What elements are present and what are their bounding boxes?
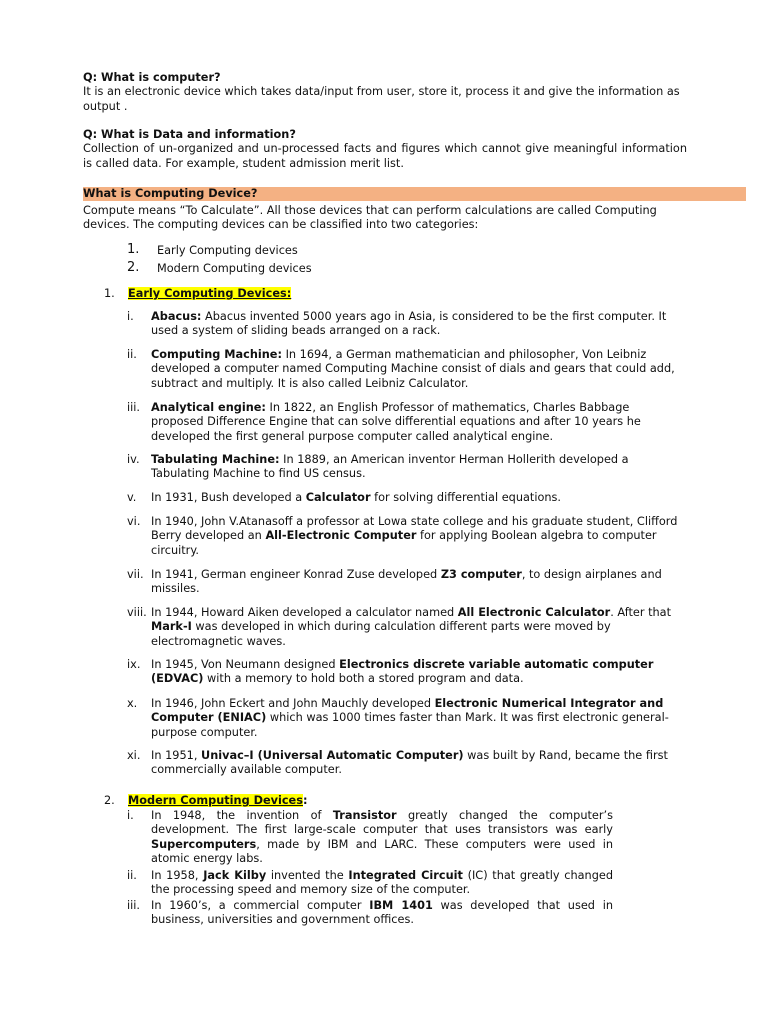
question-block-computer [83, 71, 687, 114]
text-run: for applying Boolean algebra to computer circuitry. [151, 529, 657, 557]
list-item [127, 453, 683, 482]
answer-text: Collection of un-organized and un-processed facts and figures which cannot give meaningful information is called data. For example, student admission merit list. [83, 142, 687, 170]
list-item-number: viii. [127, 606, 147, 619]
text-run: In 1958, [151, 869, 204, 882]
text-run: In 1946, John Eckert and John Mauchly developed [151, 697, 435, 710]
list-item [127, 869, 613, 898]
bold-term: Integrated Circuit [348, 869, 463, 882]
list-item-number: x. [127, 697, 138, 710]
list-item [127, 749, 683, 778]
bold-term: IBM 1401 [369, 899, 433, 912]
text-run: with a memory to hold both a stored program and data. [203, 672, 524, 686]
question-heading: Q: What is computer? [83, 71, 221, 84]
bold-term: Tabulating Machine: [151, 453, 280, 466]
text-run: , to design airplanes and missiles. [151, 568, 662, 596]
text-run: was built by Rand, became the first commercially available computer. [151, 749, 668, 777]
text-run: . After that [610, 606, 672, 619]
list-item-text [151, 697, 683, 740]
bold-term: Jack Kilby [203, 869, 267, 882]
list-item-text [151, 491, 683, 505]
text-run: In 1889, an American inventor Herman Hollerith developed a Tabulating Machine to find US census. [151, 453, 629, 481]
text-run: In 1945, Von Neumann designed [151, 658, 340, 671]
list-item-text [151, 749, 683, 778]
text-run: which was 1000 times faster than Mark. It was first electronic general-purpose computer. [151, 711, 669, 739]
list-item [127, 310, 683, 339]
bold-term: All Electronic Calculator [457, 606, 611, 619]
bold-term: All-Electronic Computer [265, 529, 417, 543]
list-item [127, 348, 683, 391]
category-label: Early Computing devices [157, 244, 298, 257]
list-item [127, 401, 683, 444]
bold-term: Analytical engine: [151, 401, 266, 414]
list-item [127, 899, 613, 928]
text-run: In 1694, a German mathematician and philosopher, Von Leibniz developed a computer named Computing Machine consist of dials and gears that could add, subtract and multiply. It is also called Leibniz Calculator. [151, 348, 675, 390]
section-number: 1. [104, 287, 115, 300]
bold-term: Computing Machine: [151, 348, 282, 361]
list-item-number: v. [127, 491, 137, 504]
category-number: 1. [127, 242, 140, 257]
bold-term: Transistor [332, 809, 397, 822]
text-run: In 1960’s, a commercial computer [151, 899, 370, 912]
text-run: invented the [266, 869, 349, 882]
text-run: was developed that used in business, universities and government offices. [151, 899, 613, 927]
list-item-text [151, 899, 613, 928]
list-item-number: iii. [127, 401, 141, 414]
section-heading-early [104, 287, 291, 301]
text-run: , made by IBM and LARC. These computers were used in atomic energy labs. [151, 837, 613, 866]
question-heading: Q: What is Data and information? [83, 128, 296, 141]
list-item-text [151, 568, 683, 597]
section-number: 2. [104, 794, 115, 807]
list-item-number: iii. [127, 899, 141, 912]
text-run: was developed in which during calculation different parts were moved by electromagnetic waves. [151, 620, 611, 648]
bold-term: Univac–I (Universal Automatic Computer) [201, 749, 464, 762]
list-item-number: i. [127, 809, 134, 822]
bold-term: Supercomputers [151, 837, 257, 851]
bold-term: Electronics discrete variable automatic computer (EDVAC) [151, 658, 654, 686]
list-item-number: iv. [127, 453, 140, 466]
question-block-data [83, 128, 687, 171]
text-run: In 1941, German engineer Konrad Zuse developed [151, 568, 441, 581]
list-item [127, 809, 613, 867]
list-item-number: ii. [127, 348, 137, 361]
bold-term: Z3 computer [440, 568, 522, 581]
list-item-text [151, 401, 683, 444]
list-item-text [151, 809, 613, 867]
text-run: In 1948, the invention of [151, 809, 333, 822]
bold-term: Electronic Numerical Integrator and Computer (ENIAC) [151, 697, 664, 725]
list-item [127, 697, 683, 740]
list-item [127, 491, 683, 505]
list-item-text [151, 348, 683, 391]
text-run: In 1822, an English Professor of mathematics, Charles Babbage proposed Difference Engine that can solve differential equations and after 10 years he developed the first general purpose computer called analytical engine. [151, 401, 641, 443]
list-item-number: ix. [127, 658, 141, 671]
list-item-text [151, 869, 613, 898]
list-item-text [151, 658, 683, 687]
list-item [127, 515, 683, 558]
section-heading: What is Computing Device? [83, 187, 258, 200]
bold-term: Mark-I [151, 620, 192, 634]
text-run: Abacus invented 5000 years ago in Asia, is considered to be the first computer. It used a system of sliding beads arranged on a rack. [151, 310, 667, 338]
bold-term: Calculator [305, 491, 371, 504]
list-item-number: ii. [127, 869, 137, 882]
list-item-number: vii. [127, 568, 144, 581]
bold-term: Abacus: [151, 310, 202, 323]
text-run: (IC) that greatly changed the processing speed and memory size of the computer. [151, 869, 613, 897]
text-run: In 1951, [151, 749, 202, 762]
list-item [127, 568, 683, 597]
list-item-text [151, 310, 683, 339]
list-item-text [151, 453, 683, 482]
text-run: In 1931, Bush developed a [151, 491, 306, 504]
category-label: Modern Computing devices [157, 262, 312, 275]
text-run: In 1940, John V.Atanasoff a professor at Lowa state college and his graduate student, Clifford Berry developed an [151, 515, 678, 543]
list-item [127, 658, 683, 687]
list-item-text [151, 515, 683, 558]
text-run: greatly changed the computer’s development. The first large-scale computer that uses transistors was early [151, 809, 613, 837]
section-title-suffix: : [302, 794, 308, 807]
intro-paragraph: Compute means “To Calculate”. All those devices that can perform calculations are called Computing devices. The computing devices can be classified into two categories: [83, 204, 657, 232]
section-heading-modern [104, 794, 307, 808]
section-heading-band [83, 187, 746, 201]
list-item-text [151, 606, 683, 649]
list-item-number: xi. [127, 749, 141, 762]
category-number: 2. [127, 260, 140, 275]
list-item [127, 606, 683, 649]
answer-text: It is an electronic device which takes data/input from user, store it, process it and give the information as output . [83, 85, 680, 113]
section-title: Early Computing Devices: [128, 287, 292, 300]
list-item-number: vi. [127, 515, 141, 528]
text-run: In 1944, Howard Aiken developed a calculator named [151, 606, 458, 619]
text-run: for solving differential equations. [370, 491, 562, 504]
section-title: Modern Computing Devices [128, 794, 303, 807]
list-item-number: i. [127, 310, 134, 323]
